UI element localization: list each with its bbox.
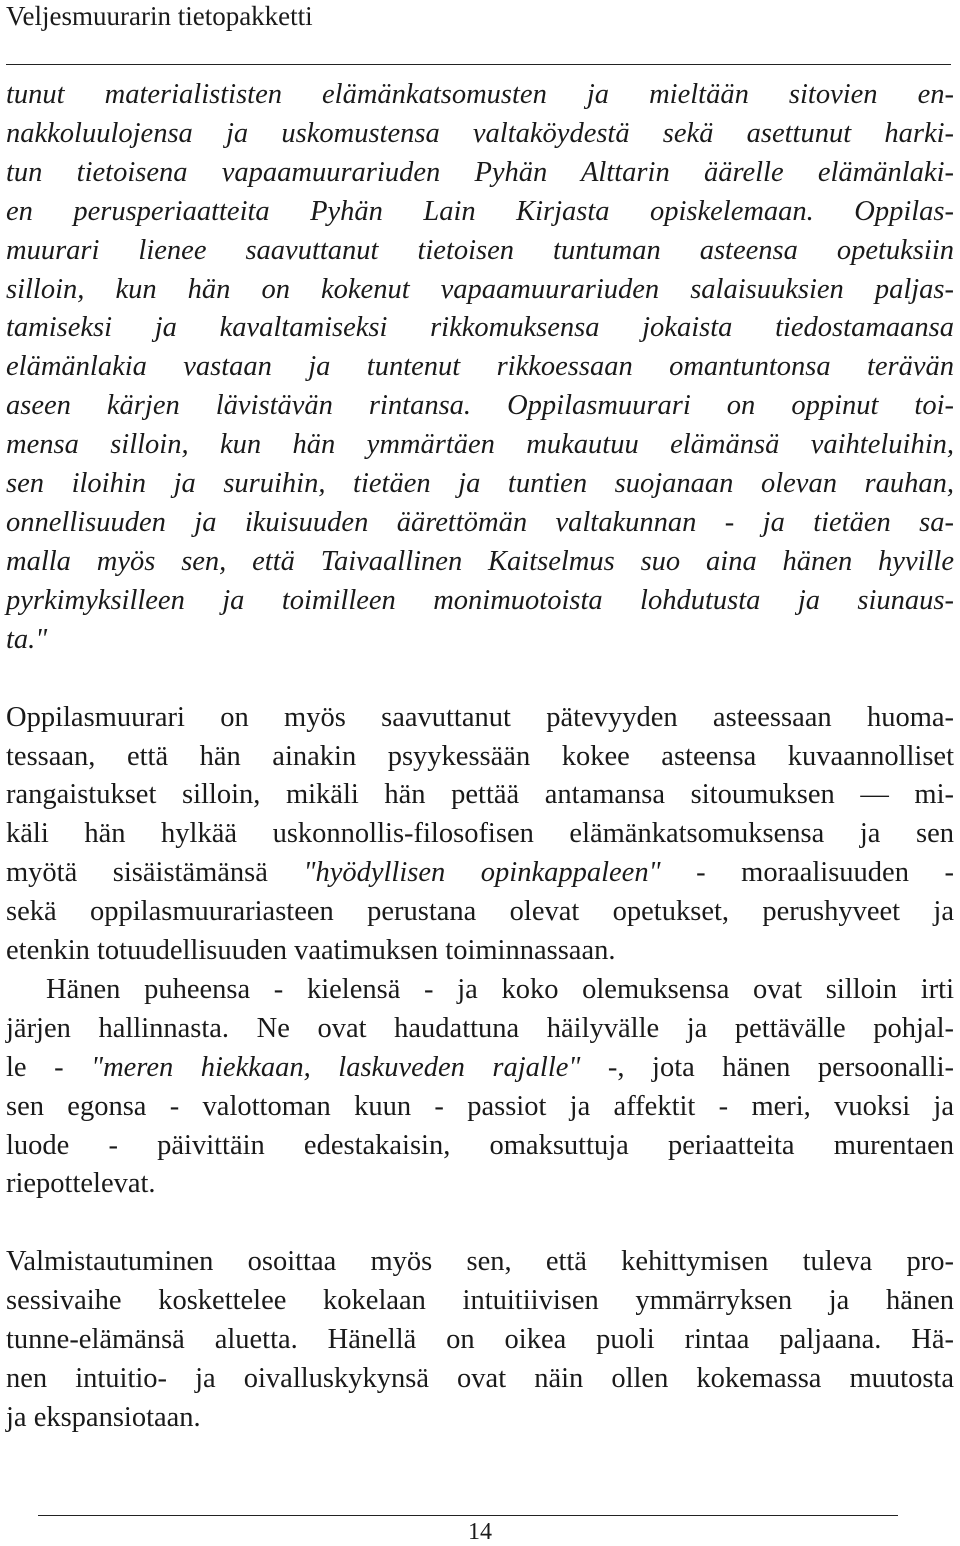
footer-rule: [38, 1515, 898, 1516]
text-line: sekä oppilasmuurariasteen perustana olevat opetukset, perushyveet ja: [6, 896, 954, 928]
text-line: nen intuitio- ja oivalluskykynsä ovat näin ollen kokemassa muutosta: [6, 1363, 954, 1395]
paragraph-gap: [6, 1204, 954, 1243]
text-line: tunne-elämänsä aluetta. Hänellä on oikea puoli rintaa paljaana. Hä-: [6, 1324, 954, 1356]
text-segment: le -: [6, 1051, 92, 1083]
text-line: etenkin totuudellisuuden vaatimuksen toiminnassaan.: [6, 935, 616, 967]
text-line: en perusperiaatteita Pyhän Lain Kirjasta opiskelemaan. Oppilas-: [6, 195, 954, 227]
text-line: malla myös sen, että Taivaallinen Kaitselmus suo aina hänen hyville: [6, 545, 954, 577]
text-line: riepottelevat.: [6, 1168, 156, 1200]
text-line: onnellisuuden ja ikuisuuden äärettömän valtakunnan - ja tietäen sa-: [6, 506, 954, 538]
text-line: ja ekspansiotaan.: [6, 1402, 201, 1433]
text-line: tun tietoisena vapaamuurariuden Pyhän Alttarin äärelle elämänlaki-: [6, 156, 954, 188]
header-rule: [6, 64, 951, 65]
text-line: ta.": [6, 623, 48, 655]
text-segment: -, jota hänen persoonalli-: [580, 1051, 954, 1083]
text-line: sen egonsa - valottoman kuun - passiot ja affektit - meri, vuoksi ja: [6, 1090, 954, 1122]
body-paragraph: [6, 971, 954, 1204]
text-line: järjen hallinnasta. Ne ovat haudattuna häilyvälle ja pettävälle pohjal-: [6, 1012, 954, 1044]
text-line: aseen kärjen lävistävän rintansa. Oppilasmuurari on oppinut toi-: [6, 390, 954, 422]
text-line: Hänen puheensa - kielensä - ja koko olemuksensa ovat silloin irti: [46, 973, 954, 1005]
text-line: Valmistautuminen osoittaa myös sen, että kehittymisen tuleva pro-: [6, 1246, 954, 1278]
text-line: [6, 1049, 954, 1088]
page-number: 14: [468, 1519, 492, 1545]
text-line: muurari lienee saavuttanut tietoisen tuntuman asteensa opetuksiin: [6, 234, 954, 266]
quoted-phrase: "meren hiekkaan, laskuveden rajalle": [91, 1051, 581, 1083]
quote-paragraph: [6, 76, 954, 660]
text-line: rangaistukset silloin, mikäli hän pettää antamansa sitoumuksen — mi-: [6, 779, 954, 811]
text-segment: myötä sisäistämänsä: [6, 857, 304, 889]
text-line: tunut materialististen elämänkatsomusten ja mieltään sitovien en-: [6, 79, 954, 110]
text-line: tessaan, että hän ainakin psyykessään kokee asteensa kuvaannolliset: [6, 740, 954, 772]
text-line: luode - päivittäin edestakaisin, omaksuttuja periaatteita murentaen: [6, 1129, 954, 1161]
body-paragraph: [6, 1243, 954, 1438]
running-header: Veljesmuurarin tietopakketti: [6, 1, 313, 31]
text-line: tamiseksi ja kavaltamiseksi rikkomuksensa jokaista tiedostamaansa: [6, 312, 954, 344]
text-line: mensa silloin, kun hän ymmärtäen mukautuu elämänsä vaihteluihin,: [6, 429, 954, 461]
text-line: sen iloihin ja suruihin, tietäen ja tuntien suojanaan olevan rauhan,: [6, 468, 954, 500]
text-line: nakkoluulojensa ja uskomustensa valtaköydestä sekä asettunut harki-: [6, 117, 954, 149]
text-line: Oppilasmuurari on myös saavuttanut pätevyyden asteessaan huoma-: [6, 701, 954, 733]
text-line: käli hän hylkää uskonnollis-filosofisen elämänkatsomuksensa ja sen: [6, 818, 954, 850]
body-text: [6, 76, 954, 1438]
text-line: silloin, kun hän on kokenut vapaamuurariuden salaisuuksien paljas-: [6, 273, 954, 305]
body-paragraph: [6, 699, 954, 971]
text-line: sessivaihe koskettelee kokelaan intuitiivisen ymmärryksen ja hänen: [6, 1285, 954, 1317]
quoted-phrase: "hyödyllisen opinkappaleen": [303, 857, 661, 889]
text-segment: - moraalisuuden -: [660, 857, 954, 889]
text-line: [6, 854, 954, 893]
paragraph-gap: [6, 660, 954, 699]
text-line: elämänlakia vastaan ja tuntenut rikkoessaan omantuntonsa terävän: [6, 351, 954, 383]
text-line: pyrkimyksilleen ja toimilleen monimuotoista lohdutusta ja siunaus-: [6, 584, 954, 616]
